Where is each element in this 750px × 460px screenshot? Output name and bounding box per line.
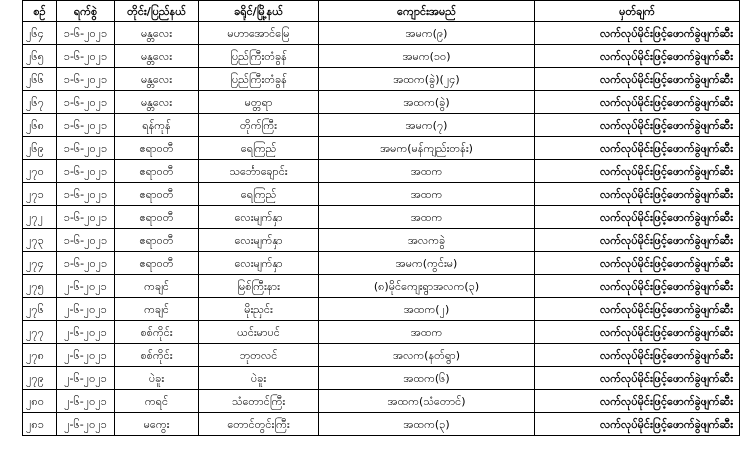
row-school: အမက(၉) [319,22,535,45]
row-school: အလက(နတ်ရွာ) [319,344,535,367]
header-school: ကျောင်းအမည် [319,1,535,22]
row-school: အမက(မန်ကျည်းတန်း) [319,137,535,160]
row-date: ၁-၆-၂၀၂၁ [57,114,115,137]
table-row [23,344,740,367]
row-date: ၂-၆-၂၀၂၁ [57,275,115,298]
row-school: အထက [319,206,535,229]
row-school: အထက [319,160,535,183]
row-region: ဧရာဝတီ [115,160,199,183]
table-row [23,229,740,252]
row-date: ၁-၆-၂၀၂၁ [57,206,115,229]
row-township: လေးမျက်နှာ [199,252,319,275]
row-township: ရေကြည် [199,137,319,160]
row-region: ဧရာဝတီ [115,252,199,275]
row-remark: လက်လုပ်မိုင်းဖြင့်ဖောက်ခွဲဖျက်ဆီး [535,114,740,137]
row-region: မန္တလေး [115,91,199,114]
row-region: မန္တလေး [115,68,199,91]
table-row [23,298,740,321]
row-no: ၂၇၉ [23,367,57,390]
row-township: မဟာအောင်မြေ [199,22,319,45]
row-remark: လက်လုပ်မိုင်းဖြင့်ဖောက်ခွဲဖျက်ဆီး [535,275,740,298]
row-township: လေးမျက်နှာ [199,229,319,252]
row-remark: လက်လုပ်မိုင်းဖြင့်ဖောက်ခွဲဖျက်ဆီး [535,298,740,321]
row-no: ၂၇၂ [23,206,57,229]
row-no: ၂၇၄ [23,252,57,275]
row-township: ရေကြည် [199,183,319,206]
row-date: ၁-၆-၂၀၂၁ [57,252,115,275]
row-school: အထက(၃) [319,413,535,436]
row-township: လေးမျက်နှာ [199,206,319,229]
row-school: (၈)မိုင်ကျေးရွာအလက(၃) [319,275,535,298]
row-no: ၂၆၄ [23,22,57,45]
row-school: အထက(၂) [319,298,535,321]
header-no: စဉ် [23,1,57,22]
row-region: ဧရာဝတီ [115,183,199,206]
row-remark: လက်လုပ်မိုင်းဖြင့်ဖောက်ခွဲဖျက်ဆီး [535,367,740,390]
table-row [23,114,740,137]
row-no: ၂၇၅ [23,275,57,298]
row-township: ဘုတလင် [199,344,319,367]
row-date: ၁-၆-၂၀၂၁ [57,91,115,114]
header-remark: မှတ်ချက် [535,1,740,22]
row-date: ၂-၆-၂၀၂၁ [57,344,115,367]
row-no: ၂၆၅ [23,45,57,68]
row-school: အမက(ကွင်းမ) [319,252,535,275]
row-date: ၂-၆-၂၀၂၁ [57,321,115,344]
incident-table [22,0,740,436]
row-township: သင်္ဘောချောင်း [199,160,319,183]
row-school: အမက(၇) [319,114,535,137]
row-no: ၂၈၀ [23,390,57,413]
table-row [23,206,740,229]
table-row [23,22,740,45]
row-remark: လက်လုပ်မိုင်းဖြင့်ဖောက်ခွဲဖျက်ဆီး [535,252,740,275]
row-no: ၂၈၁ [23,413,57,436]
row-region: စစ်ကိုင်း [115,344,199,367]
row-school: အလကခွဲ [319,229,535,252]
table-row [23,183,740,206]
row-date: ၁-၆-၂၀၂၁ [57,22,115,45]
table-body [23,22,740,436]
row-school: အထက(သံတောင်) [319,390,535,413]
row-remark: လက်လုပ်မိုင်းဖြင့်ဖောက်ခွဲဖျက်ဆီး [535,344,740,367]
row-region: မန္တလေး [115,45,199,68]
row-remark: လက်လုပ်မိုင်းဖြင့်ဖောက်ခွဲဖျက်ဆီး [535,22,740,45]
row-no: ၂၇၀ [23,160,57,183]
row-no: ၂၇၈ [23,344,57,367]
header-date: ရက်စွဲ [57,1,115,22]
row-no: ၂၆၈ [23,114,57,137]
row-school: အထက [319,321,535,344]
row-region: မန္တလေး [115,22,199,45]
table-row [23,68,740,91]
row-no: ၂၇၇ [23,321,57,344]
row-region: ကရင် [115,390,199,413]
row-remark: လက်လုပ်မိုင်းဖြင့်ဖောက်ခွဲဖျက်ဆီး [535,321,740,344]
row-region: ကချင် [115,275,199,298]
row-township: ပြည်ကြီးတံခွန် [199,45,319,68]
table-row [23,275,740,298]
table-row [23,252,740,275]
row-township: ပြည်ကြီးတံခွန် [199,68,319,91]
row-remark: လက်လုပ်မိုင်းဖြင့်ဖောက်ခွဲဖျက်ဆီး [535,413,740,436]
row-region: ဧရာဝတီ [115,137,199,160]
row-township: မိုးညှင်း [199,298,319,321]
row-school: အထက(၆) [319,367,535,390]
row-remark: လက်လုပ်မိုင်းဖြင့်ဖောက်ခွဲဖျက်ဆီး [535,137,740,160]
row-school: အမက(၁၀) [319,45,535,68]
row-region: ပဲခူး [115,367,199,390]
table-row [23,160,740,183]
row-remark: လက်လုပ်မိုင်းဖြင့်ဖောက်ခွဲဖျက်ဆီး [535,91,740,114]
table-row [23,45,740,68]
row-no: ၂၆၉ [23,137,57,160]
row-township: တိုက်ကြီး [199,114,319,137]
table-row [23,390,740,413]
table-row [23,367,740,390]
row-no: ၂၇၃ [23,229,57,252]
row-region: မကွေး [115,413,199,436]
table-row [23,321,740,344]
row-date: ၁-၆-၂၀၂၁ [57,45,115,68]
row-no: ၂၆၇ [23,91,57,114]
row-date: ၁-၆-၂၀၂၁ [57,68,115,91]
row-school: အထက(ခွဲ)(၂၄) [319,68,535,91]
header-township: ခရိုင်/မြို့နယ် [199,1,319,22]
row-date: ၁-၆-၂၀၂၁ [57,160,115,183]
row-date: ၂-၆-၂၀၂၁ [57,390,115,413]
row-township: သံတောင်ကြီး [199,390,319,413]
row-remark: လက်လုပ်မိုင်းဖြင့်ဖောက်ခွဲဖျက်ဆီး [535,229,740,252]
row-township: ယင်းမာပင် [199,321,319,344]
row-township: ပဲခူး [199,367,319,390]
row-date: ၁-၆-၂၀၂၁ [57,229,115,252]
row-no: ၂၇၁ [23,183,57,206]
row-township: မတ္တရာ [199,91,319,114]
row-region: ဧရာဝတီ [115,229,199,252]
document-page [22,0,750,436]
row-township: တောင်တွင်းကြီး [199,413,319,436]
row-remark: လက်လုပ်မိုင်းဖြင့်ဖောက်ခွဲဖျက်ဆီး [535,183,740,206]
row-date: ၁-၆-၂၀၂၁ [57,183,115,206]
row-school: အထက [319,183,535,206]
table-row [23,91,740,114]
row-no: ၂၆၆ [23,68,57,91]
row-region: ရန်ကုန် [115,114,199,137]
table-row [23,137,740,160]
table-row [23,413,740,436]
row-date: ၁-၆-၂၀၂၁ [57,137,115,160]
row-remark: လက်လုပ်မိုင်းဖြင့်ဖောက်ခွဲဖျက်ဆီး [535,206,740,229]
row-date: ၂-၆-၂၀၂၁ [57,298,115,321]
row-region: ကချင် [115,298,199,321]
row-date: ၂-၆-၂၀၂၁ [57,413,115,436]
row-school: အထက(ခွဲ) [319,91,535,114]
row-remark: လက်လုပ်မိုင်းဖြင့်ဖောက်ခွဲဖျက်ဆီး [535,45,740,68]
table-header-row [23,1,740,22]
row-remark: လက်လုပ်မိုင်းဖြင့်ဖောက်ခွဲဖျက်ဆီး [535,160,740,183]
row-no: ၂၇၆ [23,298,57,321]
row-remark: လက်လုပ်မိုင်းဖြင့်ဖောက်ခွဲဖျက်ဆီး [535,68,740,91]
row-date: ၂-၆-၂၀၂၁ [57,367,115,390]
row-region: စစ်ကိုင်း [115,321,199,344]
row-remark: လက်လုပ်မိုင်းဖြင့်ဖောက်ခွဲဖျက်ဆီး [535,390,740,413]
row-township: မြစ်ကြီးနား [199,275,319,298]
header-region: တိုင်း/ပြည်နယ် [115,1,199,22]
row-region: ဧရာဝတီ [115,206,199,229]
